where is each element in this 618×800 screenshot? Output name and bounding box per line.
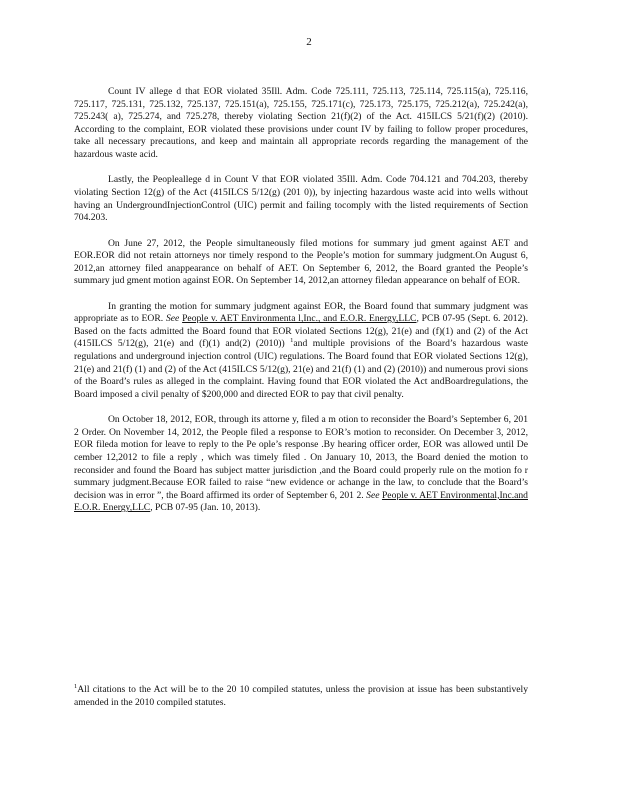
case-citation: People v. AET Environmenta l,Inc., and E.O.R. Energy,LLC: [182, 313, 417, 325]
findings-text-a: In granting the motion for summary judgment against EOR, the Board found that summary judgment was appropriate as to EOR.: [74, 300, 528, 325]
document-body: [74, 86, 528, 528]
reconsider-text-a: On October 18, 2012, EOR, through its attorne y, filed a m otion to reconsider the Board’s September 6, 201 2 Order. On November 14, 2012, the People filed a response to EOR’s motion to reconsider. On December 3, 2012, EOR fileda motion for leave to reply to the Pe ople’s response .By hearing officer order, EOR was allowed until De cember 12,2012 to file a reply , which was timely filed . On January 10, 2013, the Board denied the motion to reconsider and found the Board has subject matter jurisdiction ,and the Board could properly rule on the motion fo r summary judgment.Because EOR failed to raise “new evidence or achange in the law, to conclude that the Board’s decision was in error ”, the Board affirmed its order of September 6, 201 2.: [74, 414, 528, 501]
footnote-text: All citations to the Act will be to the 20 10 compiled statutes, unless the provision at issue has been substantively amended in the 2010 compiled statutes.: [74, 684, 528, 708]
findings-text-c: and multiple provisions of the Board’s hazardous waste regulations and underground injection control (UIC) regulations. The Board found that EOR violated Sections 12(g), 21(e) and 21(f) (1) and (2) of the Act (415ILCS 5/12(g), 21(e) and 21(f) (1) and (2) (2010)) and numerous provi sions of the Board’s rules as alleged in the complaint. Having found that EOR violated the Act andBoardregulations, the Board imposed a civil penalty of $200,000 and directed EOR to pay that civil penalty.: [74, 338, 528, 400]
see-signal: See: [165, 313, 180, 325]
see-signal: See: [366, 489, 380, 501]
paragraph-board-findings: [74, 301, 528, 402]
case-citation: People v. AET Environmental,Inc.and E.O.R. Energy,LLC: [74, 489, 528, 514]
footnote-marker: 1: [74, 682, 78, 690]
findings-text-b: , PCB 07-95 (Sept. 6. 2012). Based on the facts admitted the Board found that EOR violated Sections 12(g), 21(e) and (f)(1) and (2) of the Act (415ILCS 5/12(g), 21(e) and (f)(1) and(2) (2010)): [74, 313, 528, 350]
page-number: 2: [306, 36, 312, 48]
paragraph-motion-to-reconsider: [74, 414, 528, 515]
paragraph-count-v: Lastly, the Peopleallege d in Count V that EOR violated 35Ill. Adm. Code 704.121 and 704.203, thereby violating Section 12(g) of the Act (415ILCS 5/12(g) (201 0)), by injecting hazardous waste acid into wells without having an UndergroundInjectionControl (UIC) permit and failing tocomply with the listed requirements of Section 704.203.: [74, 174, 528, 224]
paragraph-count-iv: Count IV allege d that EOR violated 35Ill. Adm. Code 725.111, 725.113, 725.114, 725.115(a), 725.116, 725.117, 725.131, 725.132, 725.137, 725.151(a), 725.155, 725.171(c), 725.173, 725.175, 725.212(a), 725.242(a), 725.243( a), 725.274, and 725.278, thereby violating Section 21(f)(2) of the Act. 415ILCS 5/21(f)(2) (2010). According to the complaint, EOR violated these provisions under count IV by failing to follow proper procedures, take all necessary precautions, and keep and maintain all appropriate records regarding the management of the hazardous waste acid.: [74, 86, 528, 160]
reconsider-text-b: , PCB 07-95 (Jan. 10, 2013).: [150, 502, 261, 514]
paragraph-summary-judgment-motions: On June 27, 2012, the People simultaneously filed motions for summary jud gment against AET and EOR.EOR did not retain attorneys nor timely respond to the People’s motion for summary judgment.On August 6, 2012,an attorney filed anappearance on behalf of AET. On September 6, 2012, the Board granted the People’s summary jud gment motion against EOR. On September 14, 2012,an attorney filedan appearance on behalf of EOR.: [74, 237, 528, 287]
footnote: [74, 684, 528, 709]
footnote-reference: 1: [290, 337, 294, 345]
